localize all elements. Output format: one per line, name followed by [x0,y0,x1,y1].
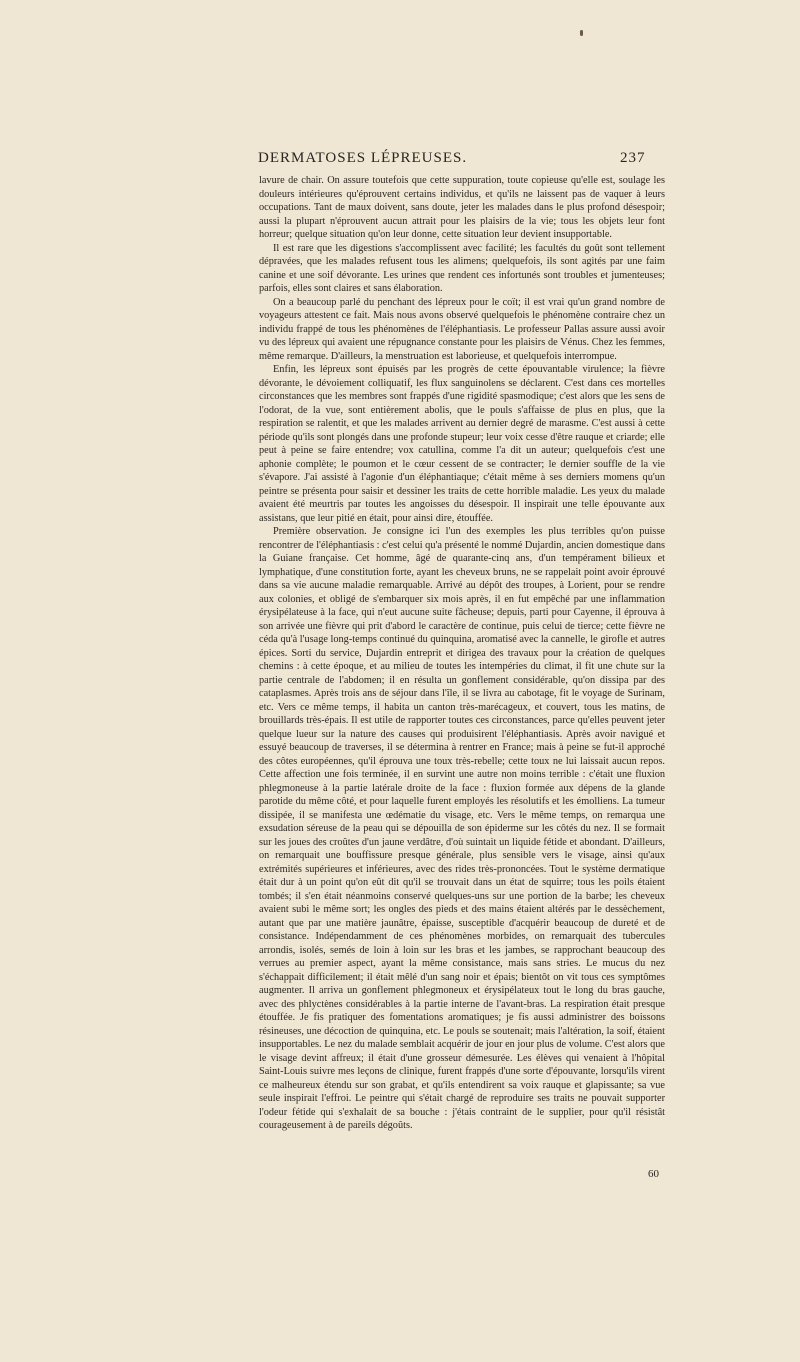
paragraph: Enfin, les lépreux sont épuisés par les progrès de cette épouvantable virulence; la fièvre dévorante, le dévoiement colliquatif, les flux sanguinolens se déclarent. C'est dans ces mortelles circonstances que les membres sont frappés d'une rigidité spasmodique; c'est alors que les sens de l'odorat, de la vue, sont entièrement abolis, que le pouls s'affaisse de plus en plus, que la respiration se ralentit, et que les malades arrivent au dernier degré de marasme. C'est aussi à cette période qu'ils sont plongés dans une profonde stupeur; leur voix cesse d'être rauque et criarde; elle peut à peine se faire entendre; vox catullina, comme l'a dit un auteur; quelquefois c'est une aphonie complète; le poumon et le cœur cessent de se contracter; le dernier souffle de la vie s'évapore. J'ai assisté à l'agonie d'un éléphantiaque; c'était même à ses derniers momens qu'un peintre se présenta pour saisir et dessiner les traits de cette horrible maladie. Les yeux du malade avaient été meurtris par toutes les angoisses du désespoir. Il inspirait une telle épouvante aux assistans, que leur pitié en était, pour ainsi dire, étouffée. [259,364,665,524]
paragraph: Première observation. Je consigne ici l'un des exemples les plus terribles qu'on puisse rencontrer de l'éléphantiasis : c'est celui qu'a présenté le nommé Dujardin, ancien domestique dans la Guiane française. Cet homme, âgé de quarante-cinq ans, d'un tempérament bilieux et lymphatique, d'une constitution forte, ayant les cheveux bruns, ne se rappelait point avoir éprouvé dans sa vie aucune maladie remarquable. Arrivé au dépôt des troupes, à Lorient, pour se rendre aux colonies, et obligé de s'embarquer six mois après, il en fut empêché par une inflammation érysipélateuse à la face, qui n'eut aucune suite fâcheuse; depuis, parti pour Cayenne, il éprouva à son arrivée une fièvre qui prit d'abord le caractère de continue, puis celui de tierce; cette fièvre ne céda qu'à l'usage long-temps continué du quinquina, aromatisé avec la cannelle, le girofle et autres épices. Sorti du service, Dujardin entreprit et dirigea des travaux pour la création de quelques chemins : à cette époque, et au milieu de toutes les intempéries du climat, il fit une chute sur la partie centrale de l'abdomen; il en résulta un gonflement considérable, qu'on dissipa par des cataplasmes. Après trois ans de séjour dans l'île, il se livra au cabotage, fit le voyage de Surinam, etc. Vers ce même temps, il habita un canton très-marécageux, et couvert, tous les matins, de brouillards très-épais. Il est utile de rapporter toutes ces circonstances, parce qu'elles peuvent jeter quelque lueur sur la nature des causes qui produisirent l'éléphantiasis. Après avoir navigué et essuyé beaucoup de traverses, il se détermina à rentrer en France; mais à peine se fut-il approché des côtes européennes, qu'il éprouva une toux très-rebelle; cette toux ne lui laissait aucun repos. Cette affection une fois terminée, il en survint une autre non moins terrible : c'était une fluxion phlegmoneuse à la partie latérale droite de la face : fluxion formée aux dépens de la glande parotide du même côté, et pour laquelle furent employés les résolutifs et les émolliens. La tumeur dissipée, il se manifesta une œdématie du visage, etc. Vers le même temps, on remarqua une exsudation séreuse de la peau qui se dépouilla de son épiderme sur les côtés du nez. Il se formait sur les joues des croûtes d'un jaune verdâtre, d'où suintait un liquide fétide et abondant. D'ailleurs, on remarquait une bouffissure presque générale, plus sensible vers le visage, ainsi qu'aux extrémités supérieures et inférieures, avec des rides très-prononcées. Tout le système dermatique était dur à un point qu'on eût dit qu'il se trouvait dans un état de squirre; tous les poils étaient tombés; il s'en était néanmoins conservé quelques-uns sur une portion de la barbe; les cheveux avaient subi le même sort; les ongles des pieds et des mains étaient altérés par le dessèchement, autant que par une matière jaunâtre, épaisse, susceptible d'acquérir beaucoup de dureté et de consistance. Indépendamment de ces phénomènes morbides, on remarquait des tubercules arrondis, isolés, semés de loin à loin sur les bras et les jambes, se rapprochant beaucoup des verrues au premier aspect, ayant la même consistance, mais sans stries. Le mucus du nez s'échappait difficilement; il était mêlé d'un sang noir et épais; bientôt on vit tous ces symptômes augmenter. Il arriva un gonflement phlegmoneux et érysipélateux tout le long du bras gauche, avec des phlyctènes considérables à la partie interne de l'avant-bras. La respiration était presque étouffée. Je fis pratiquer des fomentations aromatiques; je fis aussi administrer des boissons résineuses, une décoction de quinquina, etc. Le pouls se soutenait; mais l'altération, la soif, étaient insupportables. Le nez du malade semblait acquérir de jour en jour plus de volume. C'est alors que le visage devint affreux; il était d'une grosseur démesurée. Les élèves qui venaient à l'hôpital Saint-Louis suivre mes leçons de clinique, furent frappés d'une sorte d'épouvante, lorsqu'ils virent ce malheureux étendu sur son grabat, et qu'ils entendirent sa voix rauque et glapissante; sa vue seule inspirait l'effroi. Le peintre qui s'était chargé de reproduire ses traits ne pouvait supporter l'odeur fétide qui s'exhalait de sa bouche : j'étais contraint de le supplier, pour qu'il résistât courageusement à de pareils dégoûts. [259,526,665,1131]
paragraph: lavure de chair. On assure toutefois que cette suppuration, toute copieuse qu'elle est, soulage les douleurs intérieures qu'éprouvent certains individus, et qu'ils ne laissent pas de vaquer à leurs occupations. Tant de maux doivent, sans doute, jeter les malades dans le plus profond désespoir; aussi la plupart n'éprouvent aucun attrait pour les plaisirs de la vie; tous les objets leur font horreur; quelque situation qu'on leur donne, cette situation leur devient insupportable. [259,175,665,240]
page-number: 237 [620,150,646,166]
body-text [259,174,665,1133]
running-title: DERMATOSES LÉPREUSES. [258,150,468,166]
signature-mark: 60 [648,1168,659,1180]
ink-spot [580,30,583,36]
paragraph: On a beaucoup parlé du penchant des lépreux pour le coït; il est vrai qu'un grand nombre de voyageurs attestent ce fait. Mais nous avons observé quelquefois le phénomène contraire chez un individu frappé de tous les phénomènes de l'éléphantiasis. Le professeur Pallas assure aussi avoir vu des lépreux qui avaient une répugnance constante pour les plaisirs de Vénus. Chez les femmes, même remarque. D'ailleurs, la menstruation est laborieuse, et quelquefois interrompue. [259,296,665,362]
paragraph: Il est rare que les digestions s'accomplissent avec facilité; les facultés du goût sont tellement dépravées, que les malades refusent tous les alimens; quelquefois, ils sont agités par une faim canine et une soif dévorante. Les urines que rendent ces infortunés sont troubles et jumenteuses; parfois, elles sont claires et sans élaboration. [259,242,665,294]
